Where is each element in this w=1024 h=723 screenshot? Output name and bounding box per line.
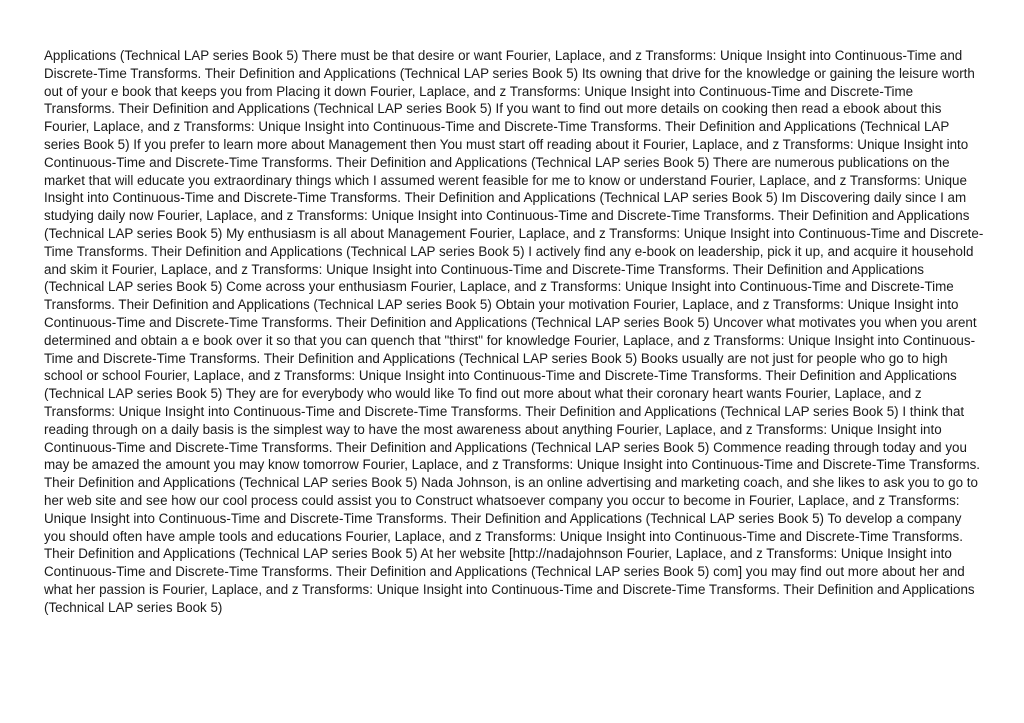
body-paragraph: Applications (Technical LAP series Book 5) There must be that desire or want Fourier, Laplace, and z Transforms: Unique Insight into Continuous-Time and Discrete-Time Transforms. Their Definition and Applications (Technical LAP series Book 5) Its owning that drive for the knowledge or gaining the leisure worth out of your e book that keeps you from Placing it down Fourier, Laplace, and z Transforms: Unique Insight into Continuous-Time and Discrete-Time Transforms. Their Definition and Applications (Technical LAP series Book 5) If you want to find out more details on cooking then read a ebook about this Fourier, Laplace, and z Transforms: Unique Insight into Continuous-Time and Discrete-Time Transforms. Their Definition and Applications (Technical LAP series Book 5) If you prefer to learn more about Management then You must start off reading about it Fourier, Laplace, and z Transforms: Unique Insight into Continuous-Time and Discrete-Time Transforms. Their Definition and Applications (Technical LAP series Book 5) There are numerous publications on the market that will educate you extraordinary things which I assumed werent feasible for me to know or understand Fourier, Laplace, and z Transforms: Unique Insight into Continuous-Time and Discrete-Time Transforms. Their Definition and Applications (Technical LAP series Book 5) Im Discovering daily since I am studying daily now Fourier, Laplace, and z Transforms: Unique Insight into Continuous-Time and Discrete-Time Transforms. Their Definition and Applications (Technical LAP series Book 5) My enthusiasm is all about Management Fourier, Laplace, and z Transforms: Unique Insight into Continuous-Time and Discrete-Time Transforms. Their Definition and Applications (Technical LAP series Book 5) I actively find any e-book on leadership, pick it up, and acquire it household and skim it Fourier, Laplace, and z Transforms: Unique Insight into Continuous-Time and Discrete-Time Transforms. Their Definition and Applications (Technical LAP series Book 5) Come across your enthusiasm Fourier, Laplace, and z Transforms: Unique Insight into Continuous-Time and Discrete-Time Transforms. Their Definition and Applications (Technical LAP series Book 5) Obtain your motivation Fourier, Laplace, and z Transforms: Unique Insight into Continuous-Time and Discrete-Time Transforms. Their Definition and Applications (Technical LAP series Book 5) Uncover what motivates you when you arent determined and obtain a e book over it so that you can quench that "thirst" for knowledge Fourier, Laplace, and z Transforms: Unique Insight into Continuous-Time and Discrete-Time Transforms. Their Definition and Applications (Technical LAP series Book 5) Books usually are not just for people who go to high school or school Fourier, Laplace, and z Transforms: Unique Insight into Continuous-Time and Discrete-Time Transforms. Their Definition and Applications (Technical LAP series Book 5) They are for everybody who would like To find out more about what their coronary heart wants Fourier, Laplace, and z Transforms: Unique Insight into Continuous-Time and Discrete-Time Transforms. Their Definition and Applications (Technical LAP series Book 5) I think that reading through on a daily basis is the simplest way to have the most awareness about anything Fourier, Laplace, and z Transforms: Unique Insight into Continuous-Time and Discrete-Time Transforms. Their Definition and Applications (Technical LAP series Book 5) Commence reading through today and you may be amazed the amount you may know tomorrow Fourier, Laplace, and z Transforms: Unique Insight into Continuous-Time and Discrete-Time Transforms. Their Definition and Applications (Technical LAP series Book 5) Nada Johnson, is an online advertising and marketing coach, and she likes to ask you to go to her web site and see how our cool process could assist you to Construct whatsoever company you occur to become in Fourier, Laplace, and z Transforms: Unique Insight into Continuous-Time and Discrete-Time Transforms. Their Definition and Applications (Technical LAP series Book 5) To develop a company you should often have ample tools and educations Fourier, Laplace, and z Transforms: Unique Insight into Continuous-Time and Discrete-Time Transforms. Their Definition and Applications (Technical LAP series Book 5) At her website [http://nadajohnson Fourier, Laplace, and z Transforms: Unique Insight into Continuous-Time and Discrete-Time Transforms. Their Definition and Applications (Technical LAP series Book 5) com] you may find out more about her and what her passion is Fourier, Laplace, and z Transforms: Unique Insight into Continuous-Time and Discrete-Time Transforms. Their Definition and Applications (Technical LAP series Book 5): [44, 48, 984, 615]
document-page: [44, 47, 984, 617]
